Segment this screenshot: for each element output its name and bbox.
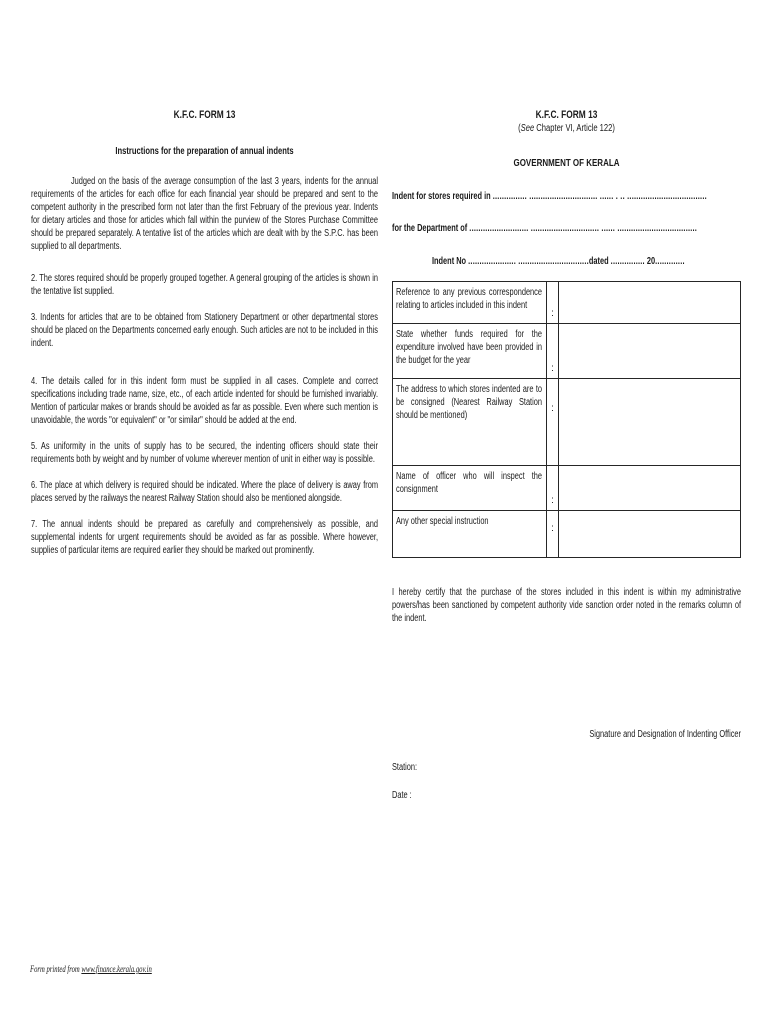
- station-field: Station:: [392, 762, 418, 773]
- year-prefix: 20: [644, 256, 656, 267]
- colon-separator: :: [547, 511, 559, 557]
- chapter-rest: Chapter VI, Article 122): [534, 123, 615, 134]
- row-label-cell: [393, 324, 547, 378]
- footer: [30, 963, 330, 975]
- table-row: [393, 379, 740, 466]
- row-label-cell: [393, 511, 547, 557]
- department-dotted-line: .......................... .............................. ...... ...................................: [469, 223, 698, 234]
- dated-label: dated: [588, 256, 611, 267]
- row-label: Name of officer who will inspect the consignment: [396, 471, 542, 495]
- indent-no-dotted-line: ..................... ...............................: [468, 256, 589, 267]
- row-label-cell: [393, 379, 547, 465]
- colon-separator: :: [547, 324, 559, 378]
- department-label: for the Department of: [392, 223, 470, 234]
- instruction-paragraph-5: 5. As uniformity in the units of supply has to be secured, the indenting officers should state their requirements both by weight and by number of volume wherever mention of unit in either way is possible.: [31, 441, 379, 465]
- instruction-paragraph-2: 2. The stores required should be properly grouped together. A general grouping of the articles is shown in the tentative list supplied.: [31, 273, 379, 297]
- instruction-paragraph-6: 6. The place at which delivery is required should be indicated. Where the place of delivery is away from places served by the railways the nearest Railway Station should also be mentioned alongside.: [31, 480, 379, 504]
- indent-no-field: [392, 255, 770, 268]
- row-label-cell: [393, 282, 547, 323]
- instructions-heading: Instructions for the preparation of annual indents: [115, 146, 294, 157]
- table-row: [393, 511, 740, 557]
- stores-required-field: [392, 190, 741, 203]
- stores-required-dotted-line: ............... .............................. ...... . .. ...................................: [492, 191, 707, 202]
- instruction-paragraph-4: 4. The details called for in this indent form must be supplied in all cases. Complete and correct specifications including trade name, size, etc., of each article indented for should be furnished invariably. Mention of particular makes or brands should be avoided as far as possible. Even where such mention is unavoidable, the words "or equivalent" or "or similar" should be added at the end.: [31, 376, 379, 426]
- form-title-right: K.F.C. FORM 13: [535, 109, 598, 121]
- footer-prefix: Form printed from: [30, 964, 82, 974]
- instruction-paragraph-3: 3. Indents for articles that are to be obtained from Stationery Department or other departmental stores should be placed on the Departments concerned early enough. Such articles are not to be included in this indent.: [31, 312, 379, 349]
- date-field: Date :: [392, 790, 412, 801]
- certification-text: I hereby certify that the purchase of the stores included in this indent is within my administrative powers/has been sanctioned by competent authority vide sanction order noted in the remarks column of the indent.: [392, 587, 742, 624]
- footer-line: [30, 963, 330, 975]
- footer-link[interactable]: www.finance.kerala.gov.in: [81, 964, 152, 974]
- value-cell: [559, 282, 740, 323]
- table-row: [393, 282, 740, 324]
- colon-separator: :: [547, 379, 559, 465]
- form-title-left: K.F.C. FORM 13: [173, 109, 236, 121]
- instruction-paragraph-7: 7. The annual indents should be prepared as carefully and comprehensively as possible, and supplemental indents for urgent requirements should be avoided as far as possible. Where however, supplies of particular items are required earlier they should be marked out prominently.: [31, 519, 379, 556]
- dated-dotted-line: ...............: [610, 256, 645, 267]
- government-title: GOVERNMENT OF KERALA: [513, 157, 620, 169]
- signature-label: Signature and Designation of Indenting Officer: [589, 729, 742, 740]
- row-label: State whether funds required for the expenditure involved have been provided in the budget for the year: [396, 329, 542, 366]
- row-label: The address to which stores indented are to be consigned (Nearest Railway Station should be mentioned): [396, 384, 542, 421]
- value-cell: [559, 511, 740, 557]
- chapter-reference: [434, 123, 699, 135]
- form-column: [392, 107, 741, 802]
- row-label: Reference to any previous correspondence relating to articles included in this indent: [396, 287, 542, 311]
- instruction-paragraph-1: Judged on the basis of the average consumption of the last 3 years, indents for the annual requirements of the articles for each office for each financial year should be prepared and sent to the competent authority in the prescribed form not later than the first February of the previous year. Indents for dietary articles and those for articles which fall within the purview of the Stores Purchase Committee should be prepared separately. A tentative list of the articles which are dealt with by the S.P.C. has been supplied to all departments.: [31, 176, 379, 252]
- colon-separator: :: [547, 282, 559, 323]
- instructions-column: [31, 107, 378, 557]
- colon-separator: :: [547, 466, 559, 510]
- value-cell: [559, 379, 740, 465]
- stores-required-label: Indent for stores required in: [392, 191, 493, 202]
- table-row: [393, 324, 740, 379]
- value-cell: [559, 466, 740, 510]
- table-row: [393, 466, 740, 511]
- department-field: [392, 222, 741, 235]
- year-dotted-line: .............: [655, 256, 685, 267]
- chapter-see: See: [520, 123, 535, 134]
- row-label-cell: [393, 466, 547, 510]
- indent-no-label: Indent No: [431, 256, 469, 267]
- chapter-open: (: [518, 123, 521, 134]
- row-label: Any other special instruction: [396, 516, 489, 527]
- value-cell: [559, 324, 740, 378]
- indent-details-table: [392, 281, 741, 558]
